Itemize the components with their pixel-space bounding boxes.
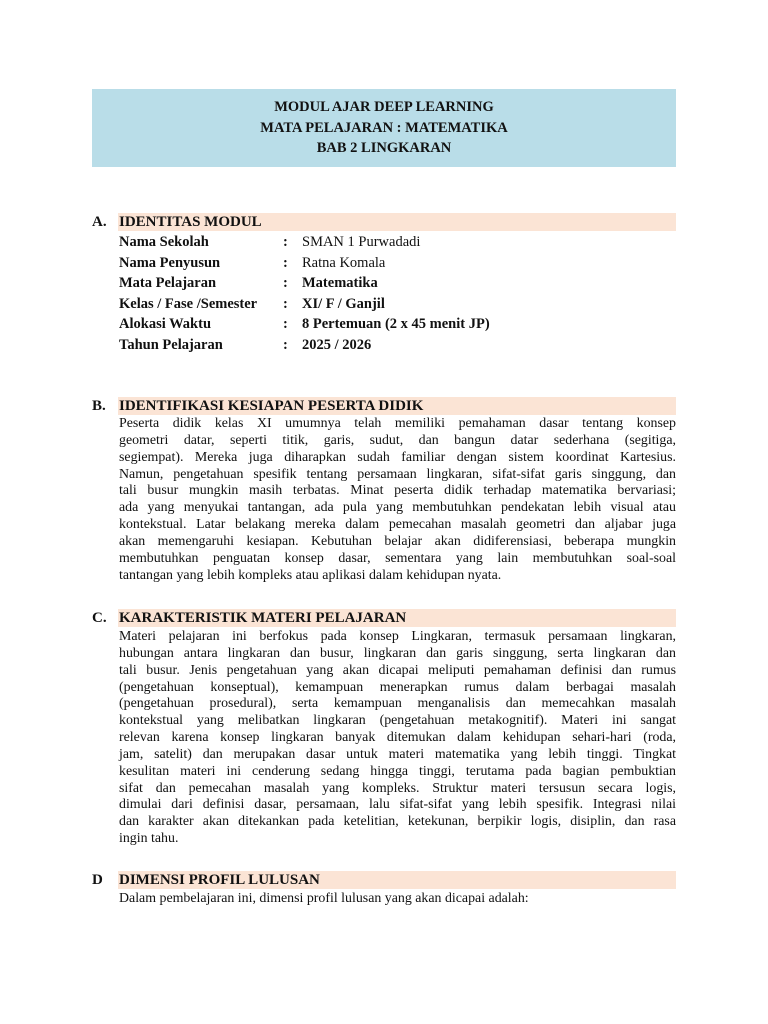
- paragraph-line: tali busur mungkin masih terbatas. Minat peserta didik terhadap matematika bervariasi;: [119, 483, 676, 499]
- section-letter: B.: [92, 398, 106, 414]
- identitas-value: SMAN 1 Purwadadi: [302, 234, 421, 250]
- paragraph-kesiapan: [119, 416, 676, 584]
- paragraph-line: (pengetahuan konseptual), kemampuan menerapkan rumus dalam berbagai masalah: [119, 679, 676, 695]
- identitas-row: [119, 232, 676, 253]
- identitas-value: Matematika: [302, 275, 378, 292]
- identitas-value: XI/ F / Ganjil: [302, 295, 385, 312]
- paragraph-line: Materi pelajaran ini berfokus pada konsep Lingkaran, termasuk persamaan lingkaran,: [119, 629, 676, 644]
- identitas-key: Tahun Pelajaran: [119, 336, 223, 353]
- section-title: KARAKTERISTIK MATERI PELAJARAN: [119, 610, 407, 626]
- identitas-colon: :: [283, 275, 288, 292]
- identitas-key: Mata Pelajaran: [119, 275, 217, 292]
- identitas-row: [119, 294, 676, 315]
- section-letter: C.: [92, 610, 107, 626]
- identitas-key: Alokasi Waktu: [119, 316, 212, 333]
- identitas-value: 2025 / 2026: [302, 336, 372, 353]
- paragraph-line: akan memengaruhi kesiapan. Kebutuhan belajar akan didiferensiasi, beberapa mungkin: [119, 533, 676, 549]
- title-box: [92, 89, 676, 167]
- paragraph-line: tantangan yang lebih kompleks atau aplikasi dalam kehidupan nyata.: [119, 567, 502, 583]
- identitas-row: [119, 335, 676, 356]
- identitas-colon: :: [283, 336, 288, 353]
- identitas-row: [119, 253, 676, 274]
- identitas-table: [119, 232, 676, 356]
- section-c-heading: [92, 609, 676, 627]
- paragraph-line: ada yang menyukai tantangan, ada pula yang membutuhkan pendekatan lebih visual atau: [119, 500, 676, 516]
- paragraph-line: membutuhkan penguatan konsep dasar, sementara yang lain membutuhkan soal-soal: [119, 550, 676, 566]
- section-title: DIMENSI PROFIL LULUSAN: [119, 872, 320, 888]
- identitas-colon: :: [283, 295, 288, 312]
- identitas-colon: :: [283, 234, 288, 250]
- paragraph-line: sifat dan pemecahan masalah yang kompleks. Struktur materi tersusun secara logis,: [119, 780, 676, 796]
- identitas-row: [119, 314, 676, 335]
- identitas-value: 8 Pertemuan (2 x 45 menit JP): [302, 316, 490, 333]
- section-title: IDENTIFIKASI KESIAPAN PESERTA DIDIK: [119, 398, 424, 414]
- paragraph-line: Dalam pembelajaran ini, dimensi profil lulusan yang akan dicapai adalah:: [119, 891, 529, 906]
- paragraph-line: hubungan antara lingkaran dan busur, lingkaran dan garis singgung, serta lingkaran dan: [119, 645, 676, 661]
- paragraph-line: kontekstual. Latar belakang mereka dalam pemecahan masalah geometri dan aljabar juga: [119, 517, 676, 533]
- identitas-colon: :: [283, 254, 288, 271]
- title-line-1: MODUL AJAR DEEP LEARNING: [274, 99, 494, 115]
- paragraph-line: geometri datar, seperti titik, garis, sudut, dan bangun datar sederhana (segitiga,: [119, 432, 676, 448]
- section-a-heading: [92, 213, 676, 231]
- title-line-2: MATA PELAJARAN : MATEMATIKA: [260, 119, 508, 136]
- identitas-row: [119, 273, 676, 294]
- paragraph-line: dimulai dari definisi dasar, persamaan, lalu sifat-sifat yang lebih spesifik. Integrasi nilai: [119, 797, 676, 813]
- paragraph-karakteristik: [119, 629, 676, 848]
- identitas-key: Nama Sekolah: [119, 234, 209, 250]
- paragraph-line: jam, satelit) dan merupakan dasar untuk materi matematika yang lebih tinggi. Tingkat: [119, 746, 676, 762]
- identitas-value: Ratna Komala: [302, 254, 386, 271]
- section-d-heading: [92, 871, 676, 889]
- paragraph-line: kontekstual yang melibatkan lingkaran (pengetahuan metakognitif). Materi ini sangat: [119, 713, 676, 729]
- identitas-colon: :: [283, 316, 288, 333]
- section-title: IDENTITAS MODUL: [119, 214, 262, 230]
- paragraph-line: (pengetahuan prosedural), serta kemampuan menganalisis dan memecahkan masalah: [119, 696, 676, 712]
- paragraph-line: relevan karena konsep lingkaran banyak ditemukan dalam kehidupan sehari-hari (roda,: [119, 730, 676, 746]
- section-letter: D: [92, 872, 103, 888]
- paragraph-line: ingin tahu.: [119, 831, 179, 847]
- section-letter: A.: [92, 214, 107, 230]
- paragraph-line: tali busur. Jenis pengetahuan yang akan dicapai meliputi pemahaman definisi dan rumus: [119, 662, 676, 678]
- identitas-key: Kelas / Fase /Semester: [119, 295, 258, 312]
- paragraph-line: dan karakter akan ditekankan pada ketelitian, ketekunan, berpikir logis, disiplin, dan rasa: [119, 814, 676, 830]
- paragraph-line: kesulitan materi ini cenderung sedang hingga tinggi, terutama pada bagian pembuktian: [119, 763, 676, 779]
- paragraph-line: Namun, pengetahuan spesifik tentang persamaan lingkaran, sifat-sifat garis singgung, dan: [119, 466, 676, 482]
- paragraph-line: segiempat). Mereka juga diharapkan sudah familiar dengan sistem koordinat Kartesius.: [119, 449, 676, 465]
- title-line-3: BAB 2 LINGKARAN: [316, 140, 452, 156]
- section-b-heading: [92, 397, 676, 415]
- identitas-key: Nama Penyusun: [119, 254, 221, 271]
- paragraph-dimensi: [119, 891, 676, 908]
- paragraph-line: Peserta didik kelas XI umumnya telah memiliki pemahaman dasar tentang konsep: [119, 416, 676, 431]
